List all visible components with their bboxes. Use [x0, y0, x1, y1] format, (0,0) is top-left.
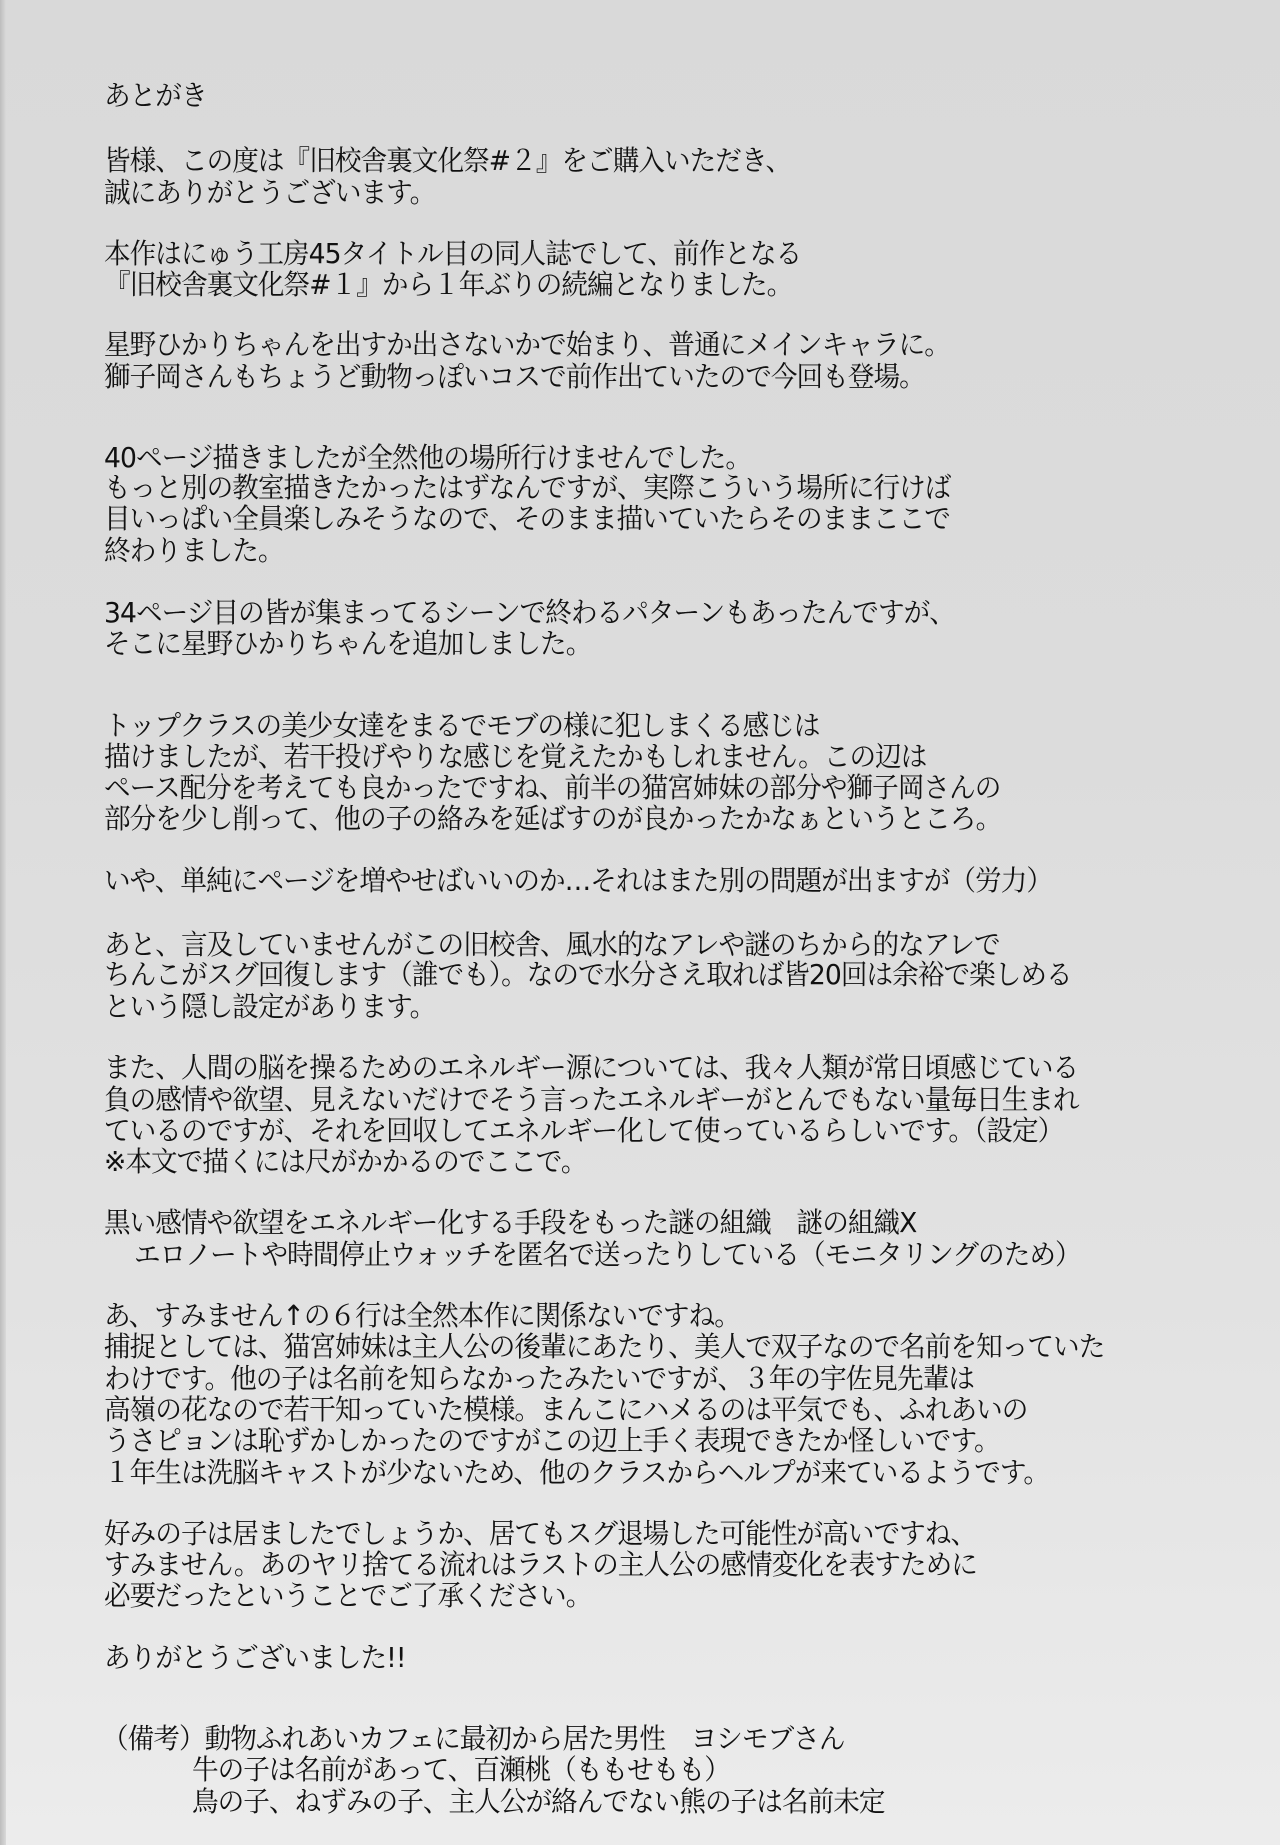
- text-line: 皆様、この度は『旧校舎裏文化祭#２』をご購入いただき、: [104, 144, 792, 178]
- text-line: うさピョンは恥ずかしかったのですがこの辺上手く表現できたか怪しいです。: [104, 1423, 1000, 1457]
- text-line: すみません。あのヤリ捨てる流れはラストの主人公の感情変化を表すために: [104, 1548, 977, 1582]
- text-line: という隠し設定があります。: [104, 989, 436, 1023]
- text-line: 目いっぱい全員楽しみそうなので、そのまま描いていたらそのままここで: [104, 501, 950, 535]
- text-line: エロノートや時間停止ウォッチを匿名で送ったりしている（モニタリングのため）: [134, 1238, 1081, 1272]
- text-line: 終わりました。: [104, 533, 284, 567]
- text-line: 本作はにゅう工房45タイトル目の同人誌でして、前作となる: [104, 237, 802, 270]
- text-line: ※本文で描くには尺がかかるのでここで。: [104, 1145, 587, 1179]
- note-line: 牛の子は名前があって、百瀬桃（ももせもも）: [192, 1752, 730, 1786]
- text-line: ちんこがスグ回復します（誰でも）。なので水分さえ取れば皆20回は余裕で楽しめる: [104, 958, 1072, 992]
- text-line: 獅子岡さんもちょうど動物っぽいコスで前作出ていたので今回も登場。: [104, 359, 925, 393]
- text-line: 描けましたが、若干投げやりな感じを覚えたかもしれません。この辺は: [104, 739, 927, 773]
- text-line: 星野ひかりちゃんを出すか出さないかで始まり、普通にメインキャラに。: [104, 328, 950, 362]
- page-edge-shadow: [0, 0, 6, 1845]
- text-line: トップクラスの美少女達をまるでモブの様に犯しまくる感じは: [104, 709, 820, 743]
- text-line: 部分を少し削って、他の子の絡みを延ばすのが良かったかなぁというところ。: [104, 802, 1002, 836]
- text-line: わけです。他の子は名前を知らなかったみたいですが、３年の宇佐見先輩は: [104, 1361, 974, 1395]
- text-line: 捕捉としては、猫宮姉妹は主人公の後輩にあたり、美人で双子なので名前を知っていた: [104, 1330, 1105, 1364]
- text-line: 40ページ描きましたが全然他の場所行けませんでした。: [104, 440, 752, 474]
- closing-line: ありがとうございました!!: [104, 1641, 406, 1675]
- text-line: 好みの子は居ましたでしょうか、居てもスグ退場した可能性が高いですね、: [104, 1516, 977, 1550]
- text-line: 負の感情や欲望、見えないだけでそう言ったエネルギーがとんでもない量毎日生まれ: [104, 1082, 1079, 1116]
- text-line: 高嶺の花なので若干知っていた模様。まんこにハメるのは平気でも、ふれあいの: [104, 1393, 1028, 1427]
- text-line: あと、言及していませんがこの旧校舎、風水的なアレや謎のちから的なアレで: [104, 927, 1000, 961]
- text-line: もっと別の教室描きたかったはずなんですが、実際こういう場所に行けば: [104, 471, 951, 505]
- text-line: また、人間の脳を操るためのエネルギー源については、我々人類が常日頃感じている: [104, 1051, 1079, 1085]
- text-line: 誠にありがとうございます。: [104, 175, 436, 209]
- text-line: ているのですが、それを回収してエネルギー化して使っているらしいです。（設定）: [104, 1113, 1064, 1147]
- page-title: あとがき: [104, 79, 207, 112]
- note-line: 鳥の子、ねずみの子、主人公が絡んでない熊の子は名前未定: [192, 1784, 885, 1818]
- text-line: ペース配分を考えても良かったですね、前半の猫宮姉妹の部分や獅子岡さんの: [104, 771, 1001, 805]
- text-line: １年生は洗脳キャストが少ないため、他のクラスからヘルプが来ているようです。: [104, 1455, 1050, 1489]
- text-line: 34ページ目の皆が集まってるシーンで終わるパターンもあったんですが、: [104, 595, 955, 629]
- text-line: 必要だったということでご了承ください。: [104, 1579, 592, 1613]
- text-line: そこに星野ひかりちゃんを追加しました。: [104, 627, 592, 661]
- text-line: 黒い感情や欲望をエネルギー化する手段をもった謎の組織 謎の組織X: [104, 1206, 917, 1240]
- text-line: いや、単純にページを増やせばいいのか…それはまた別の問題が出ますが（労力）: [104, 864, 1052, 898]
- note-line: （備考）動物ふれあいカフェに最初から居た男性 ヨシモブさん: [102, 1722, 845, 1756]
- text-line: 『旧校舎裏文化祭#１』から１年ぶりの続編となりました。: [104, 267, 793, 301]
- text-line: あ、すみません↑の６行は全然本作に関係ないですね。: [104, 1299, 740, 1333]
